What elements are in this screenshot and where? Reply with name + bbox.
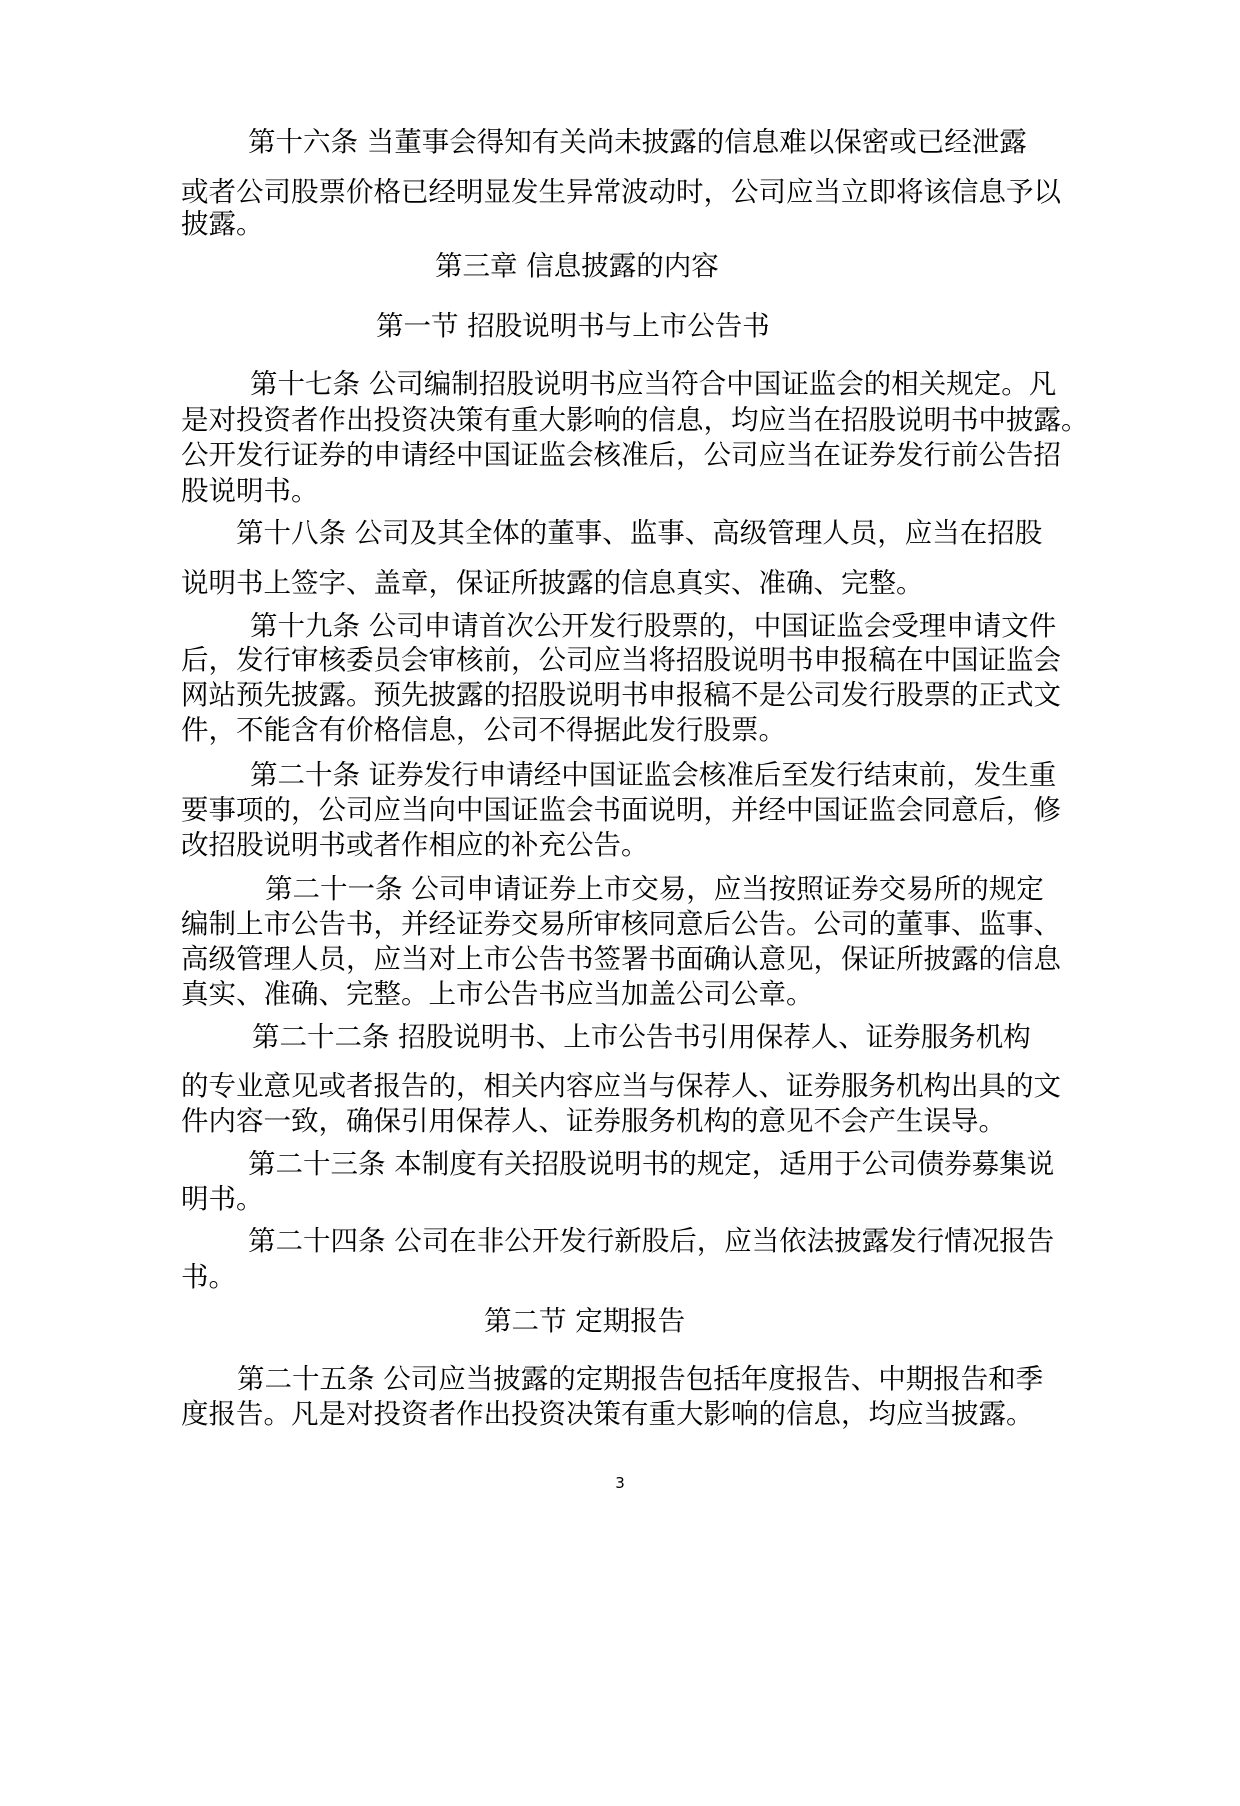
article-22-line-2: 的专业意见或者报告的，相关内容应当与保荐人、证券服务机构出具的文 <box>181 1070 1061 1102</box>
article-19-line-3: 网站预先披露。预先披露的招股说明书申报稿不是公司发行股票的正式文 <box>181 679 1061 711</box>
article-25-line-1: 第二十五条 公司应当披露的定期报告包括年度报告、中期报告和季 <box>237 1363 1044 1395</box>
article-21-line-3: 高级管理人员，应当对上市公告书签署书面确认意见，保证所披露的信息 <box>181 943 1061 975</box>
page-number: 3 <box>615 1474 625 1492</box>
article-20-line-1: 第二十条 证券发行申请经中国证监会核准后至发行结束前，发生重 <box>250 759 1057 791</box>
article-19-line-1: 第十九条 公司申请首次公开发行股票的，中国证监会受理申请文件 <box>250 610 1057 642</box>
article-21-line-1: 第二十一条 公司申请证券上市交易，应当按照证券交易所的规定 <box>265 873 1044 905</box>
article-19-line-4: 件，不能含有价格信息，公司不得据此发行股票。 <box>181 714 786 746</box>
article-24-line-1: 第二十四条 公司在非公开发行新股后，应当依法披露发行情况报告 <box>248 1225 1055 1257</box>
article-20-line-2: 要事项的，公司应当向中国证监会书面说明，并经中国证监会同意后，修 <box>181 794 1061 826</box>
article-25-line-2: 度报告。凡是对投资者作出投资决策有重大影响的信息，均应当披露。 <box>181 1398 1034 1430</box>
article-21-line-2: 编制上市公告书，并经证券交易所审核同意后公告。公司的董事、监事、 <box>181 908 1061 940</box>
article-23-line-2: 明书。 <box>181 1183 264 1215</box>
article-24-line-2: 书。 <box>181 1261 236 1293</box>
article-16-line-2: 或者公司股票价格已经明显发生异常波动时，公司应当立即将该信息予以 <box>181 176 1061 208</box>
section-1-heading: 第一节 招股说明书与上市公告书 <box>376 310 770 342</box>
article-17-line-2: 是对投资者作出投资决策有重大影响的信息，均应当在招股说明书中披露。 <box>181 404 1089 436</box>
chapter-3-heading: 第三章 信息披露的内容 <box>435 250 719 282</box>
article-19-line-2: 后，发行审核委员会审核前，公司应当将招股说明书申报稿在中国证监会 <box>181 644 1061 676</box>
article-16-line-1: 第十六条 当董事会得知有关尚未披露的信息难以保密或已经泄露 <box>248 126 1027 158</box>
article-17-line-3: 公开发行证券的申请经中国证监会核准后，公司应当在证券发行前公告招 <box>181 439 1061 471</box>
section-2-heading: 第二节 定期报告 <box>484 1305 686 1337</box>
article-23-line-1: 第二十三条 本制度有关招股说明书的规定，适用于公司债券募集说 <box>248 1148 1055 1180</box>
article-18-line-2: 说明书上签字、盖章，保证所披露的信息真实、准确、完整。 <box>181 567 924 599</box>
article-18-line-1: 第十八条 公司及其全体的董事、监事、高级管理人员，应当在招股 <box>236 517 1043 549</box>
article-21-line-4: 真实、准确、完整。上市公告书应当加盖公司公章。 <box>181 978 814 1010</box>
article-17-line-1: 第十七条 公司编制招股说明书应当符合中国证监会的相关规定。凡 <box>250 368 1057 400</box>
article-17-line-4: 股说明书。 <box>181 475 319 507</box>
article-22-line-1: 第二十二条 招股说明书、上市公告书引用保荐人、证券服务机构 <box>252 1021 1031 1053</box>
article-16-line-3: 披露。 <box>181 208 264 240</box>
article-20-line-3: 改招股说明书或者作相应的补充公告。 <box>181 829 649 861</box>
article-22-line-3: 件内容一致，确保引用保荐人、证券服务机构的意见不会产生误导。 <box>181 1105 1006 1137</box>
